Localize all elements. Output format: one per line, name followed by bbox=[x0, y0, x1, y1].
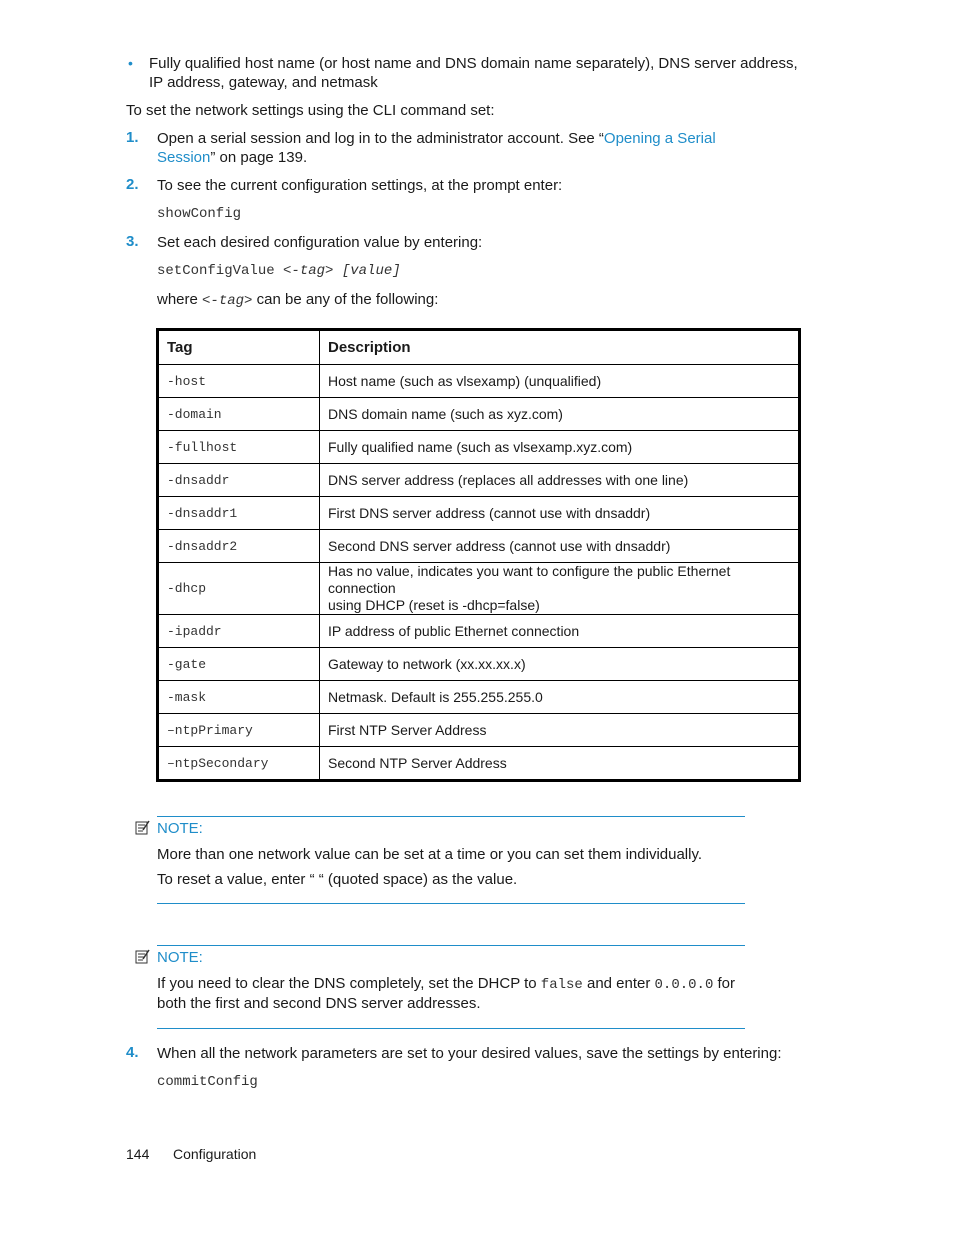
step-3-where bbox=[157, 290, 438, 311]
step-3-code-args: <-tag> [value] bbox=[283, 263, 401, 279]
step-2-code: showConfig bbox=[157, 206, 242, 222]
description-line2: using DHCP (reset is -dhcp=false) bbox=[328, 597, 540, 613]
opening-serial-session-link-b[interactable]: Session bbox=[157, 149, 211, 166]
step-3-code bbox=[157, 262, 401, 281]
where-text-b: can be any of the following: bbox=[252, 291, 439, 308]
table-row bbox=[158, 497, 800, 530]
description-cell: Netmask. Default is 255.255.255.0 bbox=[320, 681, 800, 714]
description-cell: DNS server address (replaces all addresses with one line) bbox=[320, 464, 800, 497]
bullet-text-line1: Fully qualified host name (or host name and DNS domain name separately), DNS server address, bbox=[149, 55, 798, 72]
tag-cell: -dnsaddr bbox=[158, 464, 320, 497]
note-1-top-rule bbox=[157, 816, 745, 817]
note-2-top-rule bbox=[157, 945, 745, 946]
tag-cell: -mask bbox=[158, 681, 320, 714]
step-3-code-cmd: setConfigValue bbox=[157, 263, 284, 279]
description-cell: Second NTP Server Address bbox=[320, 747, 800, 781]
note-2-label: NOTE: bbox=[157, 949, 203, 966]
step-2-text: To see the current configuration settings, at the prompt enter: bbox=[157, 177, 563, 194]
description-line1: Has no value, indicates you want to configure the public Ethernet connection bbox=[328, 563, 731, 596]
tag-cell: –ntpSecondary bbox=[158, 747, 320, 781]
tag-cell: -host bbox=[158, 365, 320, 398]
note-1-bottom-rule bbox=[157, 903, 745, 904]
step-1-text-a: Open a serial session and log in to the administrator account. See “ bbox=[157, 130, 604, 147]
note-1-paragraph-2: To reset a value, enter “ “ (quoted space) as the value. bbox=[157, 871, 518, 888]
description-cell bbox=[320, 563, 800, 615]
table-row bbox=[158, 648, 800, 681]
table-row bbox=[158, 747, 800, 781]
footer-section: Configuration bbox=[173, 1146, 257, 1162]
note-2-text-2: and enter bbox=[582, 975, 655, 992]
intro-text: To set the network settings using the CLI command set: bbox=[126, 102, 495, 119]
header-tag: Tag bbox=[158, 330, 320, 365]
bullet-text-line2: IP address, gateway, and netmask bbox=[149, 74, 378, 91]
note-2-bottom-rule bbox=[157, 1028, 745, 1029]
tag-cell: –ntpPrimary bbox=[158, 714, 320, 747]
tag-cell: -dnsaddr2 bbox=[158, 530, 320, 563]
table-row bbox=[158, 398, 800, 431]
where-code: <-tag> bbox=[202, 293, 253, 309]
table-row bbox=[158, 431, 800, 464]
step-3-number: 3. bbox=[126, 233, 139, 250]
step-4-text: When all the network parameters are set to your desired values, save the settings by entering: bbox=[157, 1045, 782, 1062]
note-2-text-3: for bbox=[713, 975, 736, 992]
tag-cell: -gate bbox=[158, 648, 320, 681]
table-row bbox=[158, 563, 800, 615]
table-row bbox=[158, 714, 800, 747]
table-row bbox=[158, 615, 800, 648]
step-3-text: Set each desired configuration value by entering: bbox=[157, 234, 483, 251]
where-text-a: where bbox=[157, 291, 203, 308]
header-description: Description bbox=[320, 330, 800, 365]
table-header-row bbox=[158, 330, 800, 365]
bullet-marker: • bbox=[128, 55, 133, 71]
description-cell: IP address of public Ethernet connection bbox=[320, 615, 800, 648]
opening-serial-session-link-a[interactable]: Opening a Serial bbox=[603, 130, 716, 147]
description-cell: Host name (such as vlsexamp) (unqualified) bbox=[320, 365, 800, 398]
note-2-line-2: both the first and second DNS server addresses. bbox=[157, 995, 481, 1012]
step-4-code: commitConfig bbox=[157, 1074, 258, 1090]
description-cell: Fully qualified name (such as vlsexamp.xyz.com) bbox=[320, 431, 800, 464]
description-cell: First DNS server address (cannot use with dnsaddr) bbox=[320, 497, 800, 530]
step-2-number: 2. bbox=[126, 176, 139, 193]
note-2-code-false: false bbox=[540, 977, 583, 993]
note-2-line-1 bbox=[157, 974, 735, 995]
tag-cell: -dhcp bbox=[158, 563, 320, 615]
step-1-text bbox=[157, 129, 716, 148]
note-1-paragraph-1: More than one network value can be set at a time or you can set them individually. bbox=[157, 846, 703, 863]
step-1-text-line2 bbox=[157, 148, 307, 167]
step-1-number: 1. bbox=[126, 129, 139, 146]
table-row bbox=[158, 464, 800, 497]
note-2-text-1: If you need to clear the DNS completely, set the DHCP to bbox=[157, 975, 541, 992]
description-cell: Second DNS server address (cannot use with dnsaddr) bbox=[320, 530, 800, 563]
table-row bbox=[158, 530, 800, 563]
table-row bbox=[158, 365, 800, 398]
config-tag-table bbox=[156, 328, 801, 782]
tag-cell: -domain bbox=[158, 398, 320, 431]
tag-cell: -ipaddr bbox=[158, 615, 320, 648]
note-2-icon bbox=[135, 949, 150, 964]
tag-cell: -fullhost bbox=[158, 431, 320, 464]
description-cell: DNS domain name (such as xyz.com) bbox=[320, 398, 800, 431]
note-2-code-ip: 0.0.0.0 bbox=[654, 977, 714, 993]
page-number: 144 bbox=[126, 1146, 150, 1162]
step-1-text-b: ” on page 139. bbox=[210, 149, 308, 166]
description-cell: First NTP Server Address bbox=[320, 714, 800, 747]
description-cell: Gateway to network (xx.xx.xx.x) bbox=[320, 648, 800, 681]
tag-cell: -dnsaddr1 bbox=[158, 497, 320, 530]
note-1-icon bbox=[135, 820, 150, 835]
step-4-number: 4. bbox=[126, 1044, 139, 1061]
table-row bbox=[158, 681, 800, 714]
note-1-label: NOTE: bbox=[157, 820, 203, 837]
